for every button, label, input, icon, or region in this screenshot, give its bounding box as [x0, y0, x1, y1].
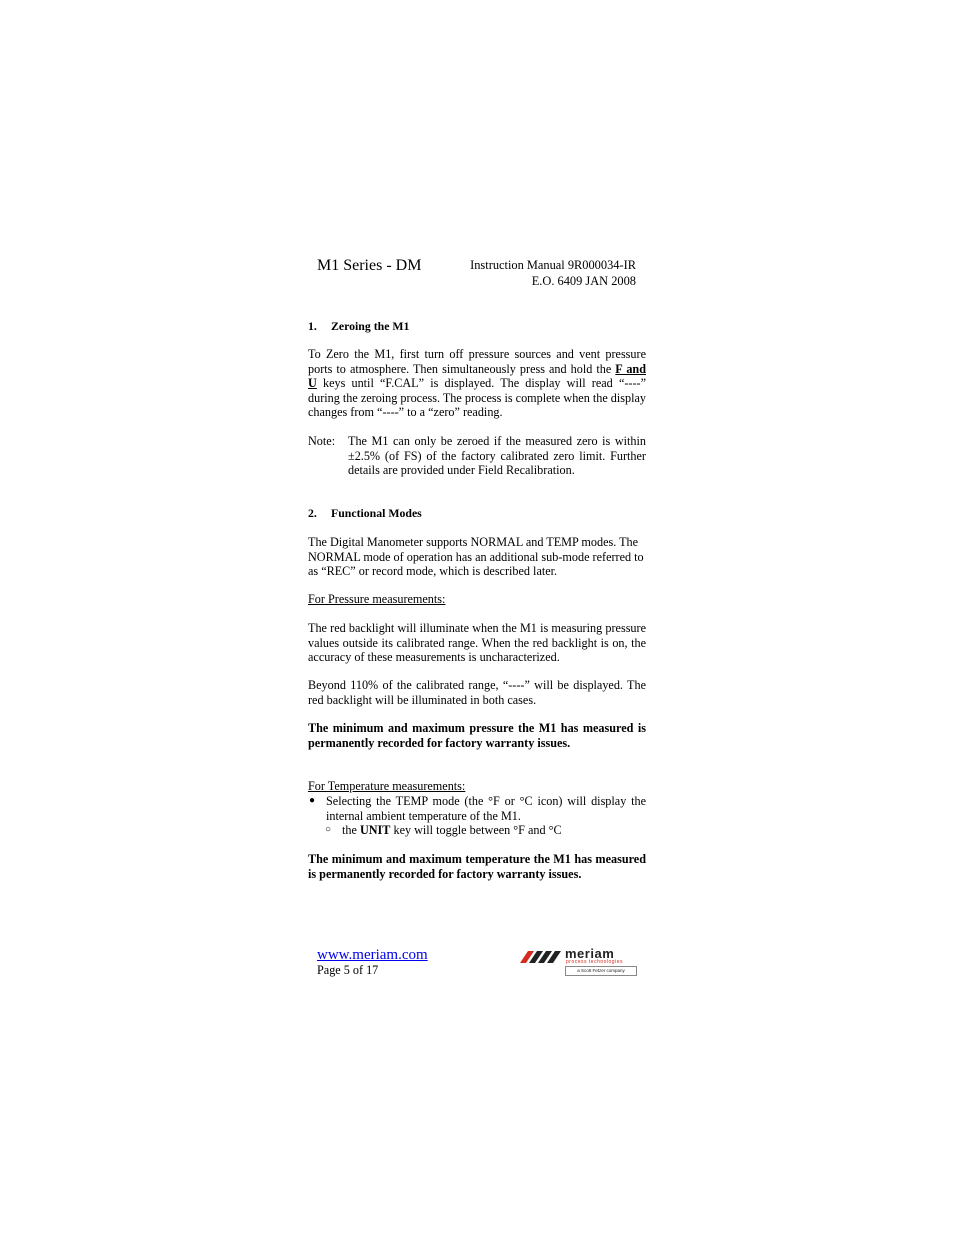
pressure-paragraph-1: The red backlight will illuminate when the M1 is measuring pressure values outside its calibrated range. When the red backlight is on, the accuracy of these measurements is uncharacterized.	[308, 621, 646, 665]
logo-subtitle: process technologies	[566, 959, 623, 965]
list-item	[325, 823, 646, 838]
list-item	[308, 794, 646, 823]
document-series-title: M1 Series - DM	[317, 257, 422, 274]
manual-eo-date: E.O. 6409 JAN 2008	[531, 273, 636, 288]
temp-mode-bullet-text: Selecting the TEMP mode (the °F or °C icon) will display the internal ambient temperature of the M1.	[326, 794, 646, 823]
functional-modes-intro: The Digital Manometer supports NORMAL and TEMP modes. The NORMAL mode of operation has an additional sub-mode referred to as “REC” or record mode, which is described later.	[308, 535, 644, 579]
note-label: Note:	[308, 434, 336, 448]
temperature-list	[308, 794, 646, 838]
pressure-warranty-note: The minimum and maximum pressure the M1 has measured is permanently recorded for factory warranty issues.	[308, 721, 646, 750]
temperature-warranty-note: The minimum and maximum temperature the M1 has measured is permanently recorded for factory warranty issues.	[308, 852, 646, 881]
circle-bullet-icon: ○	[325, 824, 332, 836]
section-1-heading: 1. Zeroing the M1	[308, 319, 410, 333]
logo-wordmark: meriam	[565, 946, 615, 961]
f-and-u-keys: F and U	[308, 361, 646, 391]
logo-tagline: a Scott Fetzer company	[577, 968, 625, 973]
bullet-icon: ●	[309, 795, 316, 806]
note-text: The M1 can only be zeroed if the measured zero is within ±2.5% (of FS) of the factory calibrated zero limit. Further details are provided under Field Recalibration.	[348, 434, 646, 478]
meriam-m-mark-icon	[520, 947, 565, 965]
meriam-website-link[interactable]: www.meriam.com	[317, 947, 428, 963]
temperature-subheading: For Temperature measurements:	[308, 779, 466, 793]
logo-tagline-box	[565, 966, 637, 976]
meriam-logo	[520, 947, 638, 977]
section-2-heading: 2. Functional Modes	[308, 506, 422, 520]
manual-number: Instruction Manual 9R000034-IR	[470, 258, 636, 272]
manual-info	[470, 258, 636, 289]
pressure-paragraph-2: Beyond 110% of the calibrated range, “----” will be displayed. The red backlight will be illuminated in both cases.	[308, 678, 646, 707]
page-number: Page 5 of 17	[317, 963, 379, 977]
zeroing-note	[308, 434, 646, 478]
pressure-subheading: For Pressure measurements:	[308, 592, 446, 606]
unit-key-sub-bullet: the UNIT key will toggle between °F and °C	[342, 823, 562, 838]
zeroing-paragraph: To Zero the M1, first turn off pressure sources and vent pressure ports to atmosphere. Then simultaneously press and hold the F and U keys until “F.CAL” is displayed. The display will read “----” during the zeroing process. The process is complete when the display changes from “----” to a “zero” reading.	[308, 347, 646, 420]
